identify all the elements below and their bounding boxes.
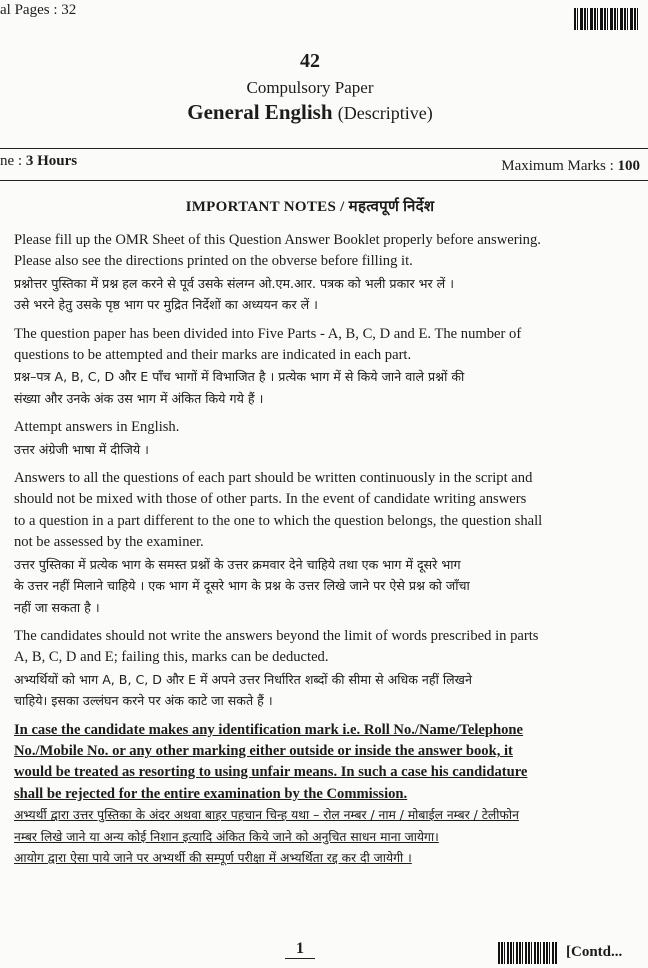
barcode-bottom bbox=[498, 942, 558, 964]
warning-line-en: No./Mobile No. or any other marking either outside or inside the answer book, it bbox=[14, 742, 513, 759]
paper-type: Compulsory Paper bbox=[246, 78, 374, 97]
note-paragraph bbox=[14, 230, 640, 316]
note-line-en: The candidates should not write the answers beyond the limit of words prescribed in parts bbox=[14, 627, 539, 644]
warning-line-en: would be treated as resorting to using unfair means. In such a case his candidature bbox=[14, 764, 528, 781]
note-line-en: Attempt answers in English. bbox=[14, 419, 180, 436]
note-line-hi: के उत्तर नहीं मिलाने चाहिये । एक भाग में दूसरे भाग के प्रश्न के उत्तर लिखे जाने पर ऐसे प्रश्न को जाँचा bbox=[14, 578, 470, 594]
continued-label: [Contd... bbox=[566, 944, 623, 960]
note-line-en: The question paper has been divided into Five Parts - A, B, C, D and E. The number of bbox=[14, 325, 522, 342]
note-line-en: Answers to all the questions of each part should be written continuously in the script and bbox=[14, 470, 533, 487]
note-line-hi: नहीं जा सकता है । bbox=[14, 599, 100, 615]
notes-content bbox=[14, 230, 640, 869]
time-value: 3 Hours bbox=[25, 153, 78, 169]
note-line-hi: उसे भरने हेतु उसके पृष्ठ भाग पर मुद्रित निर्देशों का अध्ययन कर लें । bbox=[14, 297, 318, 313]
marks-label: Maximum Marks : bbox=[501, 158, 618, 174]
note-line-hi: अभ्यर्थियों को भाग A, B, C, D और E में अपने उत्तर निर्धारित शब्दों की सीमा से अधिक नहीं लिखने bbox=[14, 671, 472, 687]
note-line-hi: चाहिये। इसका उल्लंघन करने पर अंक काटे जा सकते हैं । bbox=[14, 693, 273, 709]
notes-heading: IMPORTANT NOTES / महत्वपूर्ण निर्देश bbox=[185, 199, 435, 215]
warning-paragraph bbox=[14, 720, 640, 870]
paper-code: 42 bbox=[300, 50, 320, 72]
marks-value: 100 bbox=[617, 158, 640, 174]
paper-subject bbox=[0, 100, 620, 125]
note-line-en: Please also see the directions printed on the obverse before filling it. bbox=[14, 253, 413, 270]
note-line-hi: उत्तर पुस्तिका में प्रत्येक भाग के समस्त प्रश्नों के उत्तर क्रमवार देने चाहिये तथा एक भाग में दूसरे भाग bbox=[14, 556, 461, 572]
time-label: ne : bbox=[0, 153, 26, 169]
total-pages: al Pages : 32 bbox=[0, 2, 77, 18]
barcode-top bbox=[574, 8, 638, 30]
note-line-hi: प्रश्न–पत्र A, B, C, D और E पाँच भागों में विभाजित है । प्रत्येक भाग में से किये जाने वाले प्रश्नों की bbox=[14, 369, 465, 385]
header-rule-top bbox=[0, 148, 648, 149]
header-rule-bottom bbox=[0, 180, 648, 181]
note-line-en: to a question in a part different to the one to which the question belongs, the question shall bbox=[14, 512, 543, 529]
warning-line-hi: अभ्यर्थी द्वारा उत्तर पुस्तिका के अंदर अथवा बाहर पहचान चिन्ह यथा – रोल नम्बर / नाम / मोबाईल नम्बर / टेलीफोन bbox=[14, 808, 519, 823]
warning-line-en: shall be rejected for the entire examination by the Commission. bbox=[14, 785, 408, 802]
note-line-hi: प्रश्नोत्तर पुस्तिका में प्रश्न हल करने से पूर्व उसके संलग्न ओ.एम.आर. पत्रक को भली प्रकार भर लें । bbox=[14, 275, 454, 291]
warning-line-en: In case the candidate makes any identification mark i.e. Roll No./Name/Telephone bbox=[14, 721, 524, 738]
note-line-en: A, B, C, D and E; failing this, marks can be deducted. bbox=[14, 649, 329, 666]
warning-line-hi: नम्बर लिखे जाने या अन्य कोई निशान इत्यादि अंकित किये जाने को अनुचित साधन माना जायेगा। bbox=[14, 829, 439, 844]
note-line-en: Please fill up the OMR Sheet of this Question Answer Booklet properly before answering. bbox=[14, 232, 541, 248]
subject-title: General English bbox=[187, 100, 333, 124]
note-paragraph bbox=[14, 468, 640, 618]
note-line-hi: उत्तर अंग्रेजी भाषा में दीजिये । bbox=[14, 441, 149, 457]
subject-suffix: (Descriptive) bbox=[337, 103, 433, 123]
note-line-hi: संख्या और उनके अंक उस भाग में अंकित किये गये हैं । bbox=[14, 390, 264, 406]
note-line-en: should not be mixed with those of other parts. In the event of candidate writing answers bbox=[14, 491, 527, 508]
note-paragraph bbox=[14, 417, 640, 460]
note-paragraph bbox=[14, 626, 640, 712]
note-paragraph bbox=[14, 324, 640, 410]
note-line-en: not be assessed by the examiner. bbox=[14, 534, 204, 551]
page-number: 1 bbox=[285, 940, 315, 959]
note-line-en: questions to be attempted and their marks are indicated in each part. bbox=[14, 347, 412, 364]
time-allowed bbox=[0, 153, 77, 170]
warning-line-hi: आयोग द्वारा ऐसा पाये जाने पर अभ्यर्थी की सम्पूर्ण परीक्षा में अभ्यर्थिता रद्द कर दी जायेगी । bbox=[14, 850, 412, 865]
maximum-marks bbox=[501, 158, 640, 175]
